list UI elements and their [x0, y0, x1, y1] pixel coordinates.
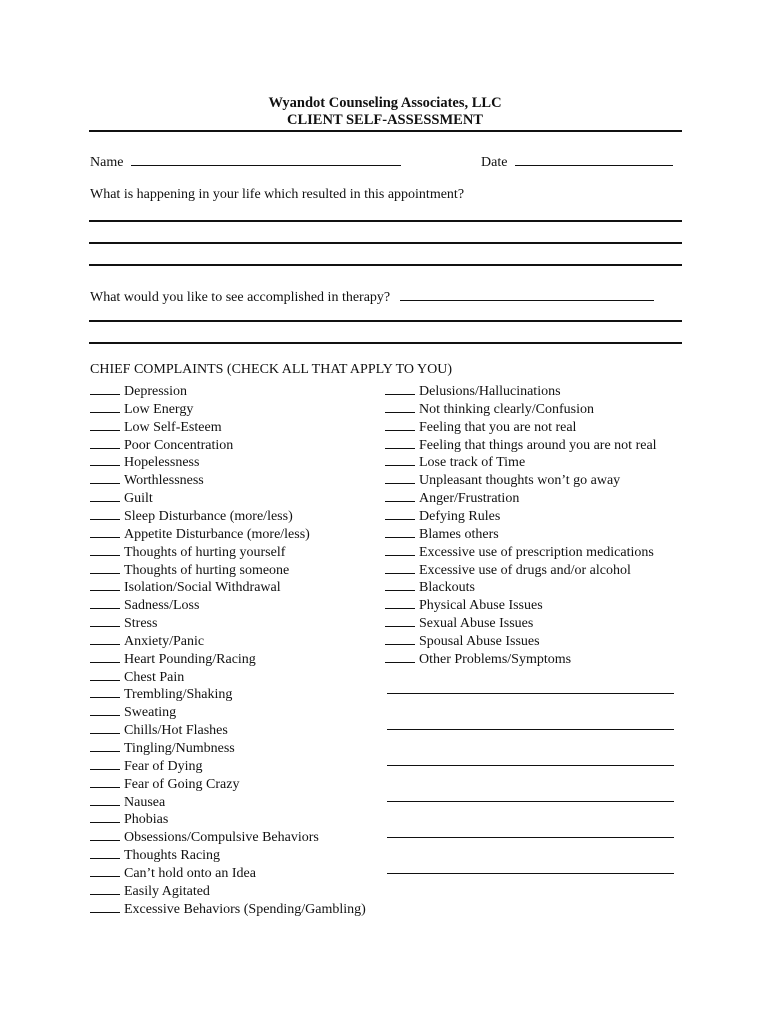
complaint-item — [385, 507, 500, 524]
check-blank[interactable] — [90, 507, 120, 520]
complaint-label: Poor Concentration — [124, 437, 234, 453]
complaint-item — [385, 418, 576, 435]
check-blank[interactable] — [90, 793, 120, 806]
complaints-heading: CHIEF COMPLAINTS (CHECK ALL THAT APPLY TO YOU) — [90, 362, 452, 377]
check-blank[interactable] — [90, 436, 120, 449]
complaint-item — [385, 578, 475, 595]
other-problems-write-line[interactable] — [387, 837, 674, 838]
check-blank[interactable] — [385, 382, 415, 395]
complaint-label: Not thinking clearly/Confusion — [419, 401, 594, 417]
complaint-label: Sexual Abuse Issues — [419, 616, 534, 632]
complaint-item — [90, 864, 256, 881]
complaint-item — [385, 453, 525, 470]
check-blank[interactable] — [90, 775, 120, 788]
check-blank[interactable] — [385, 489, 415, 502]
question-2 — [90, 287, 654, 305]
complaint-item — [90, 650, 256, 667]
complaint-item — [90, 721, 228, 738]
check-blank[interactable] — [385, 578, 415, 591]
check-blank[interactable] — [90, 846, 120, 859]
other-problems-write-line[interactable] — [387, 873, 674, 874]
complaint-label: Fear of Dying — [124, 758, 203, 774]
check-blank[interactable] — [385, 596, 415, 609]
check-blank[interactable] — [90, 543, 120, 556]
check-blank[interactable] — [90, 453, 120, 466]
complaint-item — [90, 418, 222, 435]
complaint-label: Trembling/Shaking — [124, 687, 233, 703]
check-blank[interactable] — [385, 650, 415, 663]
complaint-item — [90, 739, 235, 756]
check-blank[interactable] — [90, 685, 120, 698]
form-title: CLIENT SELF-ASSESSMENT — [287, 112, 483, 128]
check-blank[interactable] — [385, 543, 415, 556]
check-blank[interactable] — [90, 703, 120, 716]
complaint-item — [385, 632, 540, 649]
complaint-label: Spousal Abuse Issues — [419, 633, 540, 649]
complaint-item — [90, 525, 310, 542]
complaint-label: Chills/Hot Flashes — [124, 723, 228, 739]
complaint-label: Other Problems/Symptoms — [419, 651, 572, 667]
check-blank[interactable] — [90, 650, 120, 663]
check-blank[interactable] — [90, 578, 120, 591]
complaint-item — [90, 703, 176, 720]
complaint-item — [385, 489, 519, 506]
complaint-item — [90, 632, 204, 649]
complaint-label: Easily Agitated — [124, 883, 210, 899]
complaint-label: Depression — [124, 384, 187, 399]
complaint-label: Appetite Disturbance (more/less) — [124, 526, 310, 542]
complaint-item — [90, 400, 193, 417]
complaint-item — [385, 436, 657, 453]
complaint-item — [385, 543, 654, 560]
complaint-item — [90, 882, 210, 899]
complaint-label: Fear of Going Crazy — [124, 776, 240, 792]
answer-2-line-1[interactable] — [89, 320, 682, 322]
check-blank[interactable] — [385, 614, 415, 627]
complaint-label: Lose track of Time — [419, 455, 526, 471]
complaint-label: Guilt — [124, 491, 153, 507]
complaint-label: Chest Pain — [124, 669, 185, 685]
complaint-label: Unpleasant thoughts won’t go away — [419, 473, 621, 489]
complaint-item — [385, 525, 499, 542]
check-blank[interactable] — [385, 507, 415, 520]
other-problems-write-line[interactable] — [387, 801, 674, 802]
check-blank[interactable] — [90, 418, 120, 431]
check-blank[interactable] — [385, 525, 415, 538]
complaint-label: Low Energy — [124, 401, 194, 417]
complaint-label: Worthlessness — [124, 473, 204, 489]
check-blank[interactable] — [90, 471, 120, 484]
complaint-label: Excessive Behaviors (Spending/Gambling) — [124, 901, 366, 917]
check-blank[interactable] — [90, 864, 120, 877]
complaint-label: Blackouts — [419, 580, 475, 596]
answer-1-line-1[interactable] — [89, 220, 682, 222]
complaint-label: Anger/Frustration — [419, 491, 520, 507]
complaint-item — [90, 757, 203, 774]
check-blank[interactable] — [90, 489, 120, 502]
complaint-label: Excessive use of drugs and/or alcohol — [419, 562, 631, 578]
complaint-label: Blames others — [419, 526, 499, 542]
complaint-item — [90, 828, 319, 845]
check-blank[interactable] — [90, 828, 120, 841]
complaint-item — [90, 578, 281, 595]
complaint-label: Can’t hold onto an Idea — [124, 865, 256, 881]
complaint-label: Thoughts of hurting someone — [124, 562, 290, 578]
complaint-label: Thoughts of hurting yourself — [124, 544, 286, 560]
check-blank[interactable] — [90, 739, 120, 752]
complaint-label: Excessive use of prescription medications — [419, 544, 654, 560]
complaint-label: Anxiety/Panic — [124, 633, 205, 649]
complaint-item — [90, 793, 165, 810]
complaint-item — [90, 614, 157, 631]
complaint-item — [90, 543, 285, 560]
complaint-item — [385, 596, 543, 613]
check-blank[interactable] — [90, 668, 120, 681]
answer-1-line-3[interactable] — [89, 264, 682, 266]
complaint-label: Obsessions/Compulsive Behaviors — [124, 830, 319, 846]
check-blank[interactable] — [90, 382, 120, 395]
complaint-label: Tingling/Numbness — [124, 741, 235, 756]
complaint-label: Sadness/Loss — [124, 598, 200, 614]
check-blank[interactable] — [385, 632, 415, 645]
complaint-item — [90, 668, 184, 685]
complaint-item — [90, 596, 199, 613]
header-divider — [89, 130, 682, 132]
complaint-item — [385, 614, 533, 631]
complaint-label: Nausea — [124, 794, 166, 810]
check-blank[interactable] — [90, 632, 120, 645]
complaint-item — [90, 436, 233, 453]
complaint-item — [385, 650, 571, 667]
check-blank[interactable] — [385, 400, 415, 413]
complaint-item — [90, 561, 289, 578]
other-problems-write-line[interactable] — [387, 765, 674, 766]
check-blank[interactable] — [385, 418, 415, 431]
complaint-item — [385, 382, 561, 399]
name-field — [90, 152, 401, 170]
answer-2-inline-line[interactable] — [400, 287, 654, 301]
complaint-label: Defying Rules — [419, 508, 501, 524]
complaint-item — [385, 561, 631, 578]
answer-1-line-2[interactable] — [89, 242, 682, 244]
complaint-label: Sweating — [124, 705, 177, 721]
complaint-item — [90, 775, 239, 792]
complaint-label: Sleep Disturbance (more/less) — [124, 508, 293, 524]
complaint-label: Stress — [124, 616, 158, 632]
other-problems-write-line[interactable] — [387, 729, 674, 730]
complaint-label: Delusions/Hallucinations — [419, 384, 561, 399]
complaint-label: Thoughts Racing — [124, 848, 221, 864]
check-blank[interactable] — [90, 400, 120, 413]
check-blank[interactable] — [385, 561, 415, 574]
check-blank[interactable] — [90, 561, 120, 574]
name-input-line[interactable] — [131, 152, 401, 166]
complaint-label: Physical Abuse Issues — [419, 598, 543, 614]
complaint-item — [90, 810, 168, 827]
check-blank[interactable] — [385, 471, 415, 484]
complaint-label: Heart Pounding/Racing — [124, 651, 256, 667]
complaint-item — [90, 382, 187, 399]
question-1: What is happening in your life which resulted in this appointment? — [90, 187, 465, 202]
complaint-item — [90, 453, 199, 470]
complaint-item — [90, 471, 204, 488]
date-field — [481, 152, 673, 170]
company-name: Wyandot Counseling Associates, LLC — [268, 95, 502, 111]
question-2-text: What would you like to see accomplished in therapy? — [90, 290, 391, 305]
date-input-line[interactable] — [515, 152, 673, 166]
other-problems-write-line[interactable] — [387, 693, 674, 694]
check-blank[interactable] — [90, 900, 120, 913]
check-blank[interactable] — [90, 614, 120, 627]
check-blank[interactable] — [90, 757, 120, 770]
check-blank[interactable] — [90, 721, 120, 734]
check-blank[interactable] — [90, 882, 120, 895]
check-blank[interactable] — [90, 525, 120, 538]
answer-2-line-2[interactable] — [89, 342, 682, 344]
name-label: Name — [90, 155, 124, 170]
complaint-label: Phobias — [124, 812, 169, 828]
complaint-label: Low Self-Esteem — [124, 419, 222, 435]
complaint-label: Isolation/Social Withdrawal — [124, 580, 281, 596]
check-blank[interactable] — [90, 810, 120, 823]
complaint-item — [385, 471, 620, 488]
complaint-label: Feeling that things around you are not real — [419, 437, 657, 453]
complaint-label: Hopelessness — [124, 455, 200, 471]
check-blank[interactable] — [385, 453, 415, 466]
complaint-item — [90, 685, 232, 702]
complaint-item — [90, 489, 153, 506]
complaint-item — [385, 400, 594, 417]
complaint-item — [90, 507, 293, 524]
date-label: Date — [481, 155, 508, 170]
check-blank[interactable] — [90, 596, 120, 609]
complaint-item — [90, 846, 220, 863]
check-blank[interactable] — [385, 436, 415, 449]
complaint-label: Feeling that you are not real — [419, 419, 577, 435]
complaint-item — [90, 900, 366, 917]
